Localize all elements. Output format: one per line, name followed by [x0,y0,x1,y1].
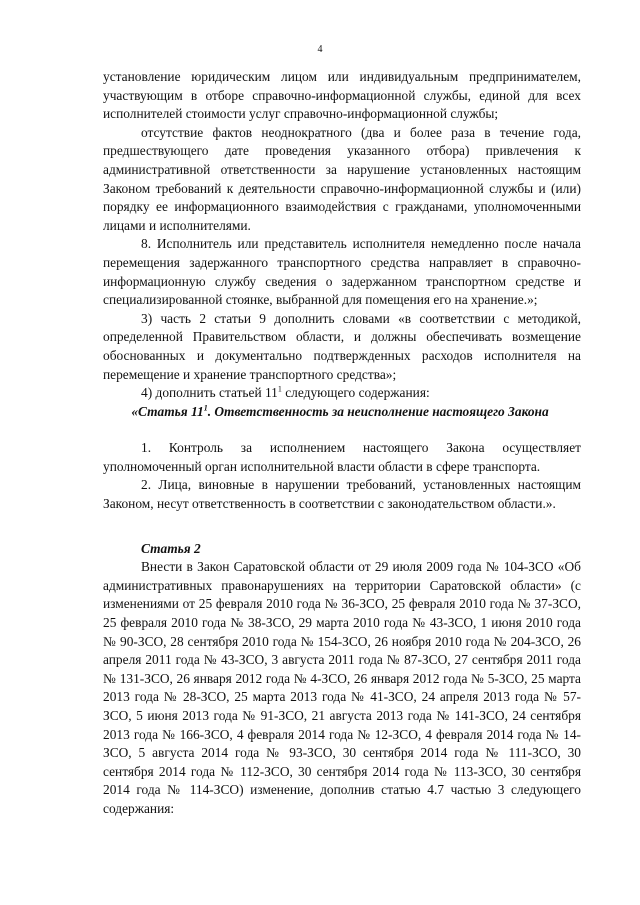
paragraph: Внести в Закон Саратовской области от 29 июля 2009 года № 104-ЗСО «Об административных правонарушениях на территории Саратовской области» (с изменениями от 25 февраля 2010 года № 36-ЗСО, 25 февраля 2010 года № 37-ЗСО, 25 февраля 2010 года № 38-ЗСО, 29 марта 2010 года № 43-ЗСО, 1 июня 2010 года № 90-ЗСО, 28 сентября 2010 года № 154-ЗСО, 26 ноября 2010 года № 204-ЗСО, 26 апреля 2011 года № 43-ЗСО, 3 августа 2011 года № 87-ЗСО, 27 сентября 2011 года № 131-ЗСО, 26 января 2012 года № 4-ЗСО, 26 января 2012 года № 5-ЗСО, 25 марта 2013 года № 28-ЗСО, 25 марта 2013 года № 41-ЗСО, 24 апреля 2013 года № 57-ЗСО, 5 июня 2013 года № 91-ЗСО, 21 августа 2013 года № 141-ЗСО, 24 сентября 2013 года № 166-ЗСО, 4 февраля 2014 года № 12-ЗСО, 4 февраля 2014 года № 14-ЗСО, 5 августа 2014 года № 93-ЗСО, 30 сентября 2014 года № 111-ЗСО, 30 сентября 2014 года № 112-ЗСО, 30 сентября 2014 года № 113-ЗСО, 30 сентября 2014 года № 114-ЗСО) изменение, дополнив статью 4.7 частью 3 следующего содержания: [103,559,581,816]
paragraph: установление юридическим лицом или индивидуальным предпринимателем, участвующим в отборе справочно-информационной службы, единой для всех исполнителей стоимости услуг справочно-информационной службы; [103,69,581,122]
paragraph: 3) часть 2 статьи 9 дополнить словами «в соответствии с методикой, определенной Правительством области, и должны обеспечивать возмещение обоснованных и документально подтвержденных расходов исполнителя на перемещение и хранение транспортного средства»; [103,310,581,382]
paragraph: 2. Лица, виновные в нарушении требований, установленных настоящим Законом, несут ответственность в соответствии с законодательством области.». [103,477,581,512]
heading-text: . Ответственность за неисполнение настоящего Закона [207,403,549,419]
superscript: 1 [203,403,208,413]
paragraph [103,384,581,403]
article-title: Статья 2 [141,540,201,556]
paragraph-text: 4) дополнить статьей 11 [141,385,278,401]
article-heading [99,403,581,422]
superscript: 1 [277,384,282,394]
heading-text: «Статья 11 [131,403,204,419]
page-number: 4 [317,44,323,55]
paragraph: 8. Исполнитель или представитель исполнителя немедленно после начала перемещения задержанного транспортного средства направляет в справочно-информационную службу сведения о задержанном транспортном средстве и специализированной стоянке, выбранной для помещения его на хранение.»; [103,236,581,308]
spacer [103,514,581,540]
spacer [103,421,581,439]
document-body [103,68,581,819]
paragraph: отсутствие фактов неоднократного (два и более раза в течение года, предшествующего дате проведения указанного отбора) привлечения к административной ответственности за нарушение установленных настоящим Законом требований к деятельности справочно-информационной службы и (или) порядку ее информационного взаимодействия с гражданами, уполномоченными лицами и исполнителями. [103,124,581,233]
paragraph: 1. Контроль за исполнением настоящего Закона осуществляет уполномоченный орган исполнительной власти области в сфере транспорта. [103,440,581,474]
paragraph-text: следующего содержания: [281,385,430,401]
